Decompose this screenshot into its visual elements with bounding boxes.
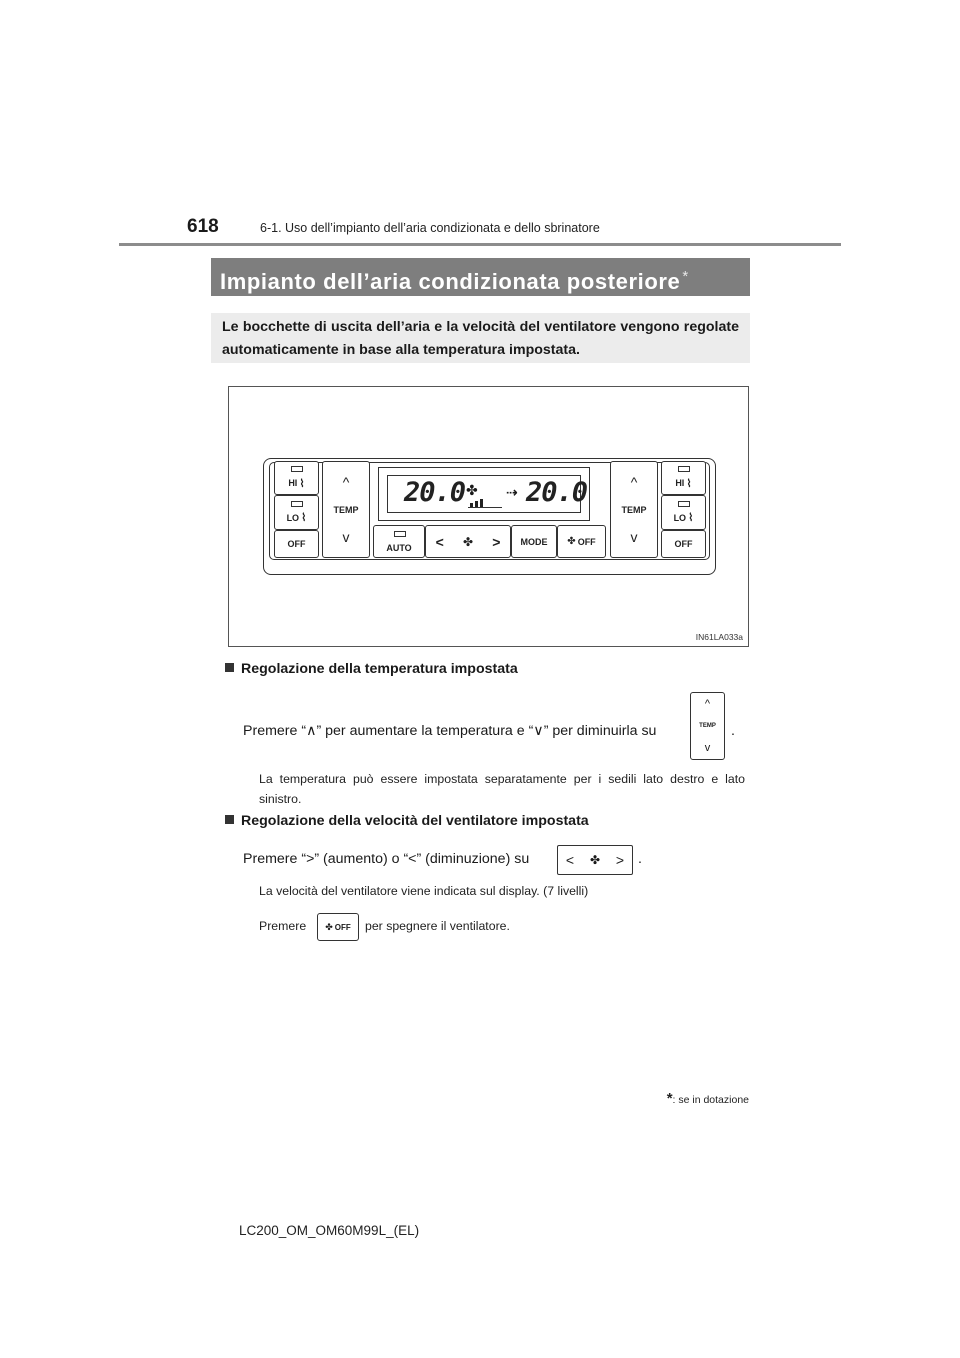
left-hi-label: HI xyxy=(288,478,298,488)
footnote xyxy=(667,1090,749,1107)
left-lo-indicator xyxy=(291,501,303,507)
fan-icon: ✤ xyxy=(589,853,601,867)
section2-text: Premere “>” (aumento) o “<” (diminuzione) su xyxy=(243,851,530,867)
right-off-button[interactable]: OFF xyxy=(661,530,706,558)
control-panel-figure xyxy=(228,386,749,647)
seat-heater-icon: ⌇ xyxy=(688,512,694,524)
right-hi-indicator xyxy=(678,466,690,472)
bullet-square-icon xyxy=(225,663,234,672)
fan-icon: ✤ xyxy=(325,921,333,932)
intro-box: Le bocchette di uscita dell’aria e la velocità del ventilatore vengono regolate automaticamente in base alla temperatura impostata. xyxy=(211,313,750,363)
fan-decrease-icon: < xyxy=(435,533,444,550)
section2-heading-text: Regolazione della velocità del ventilatore impostata xyxy=(241,813,589,829)
temp-up-icon: ^ xyxy=(630,474,638,490)
fan-off-instruction-start: Premere xyxy=(259,919,307,933)
left-lo-label: LO xyxy=(286,512,300,523)
display-screen xyxy=(387,475,588,513)
seat-heater-icon: ⌇ xyxy=(686,477,692,490)
auto-indicator xyxy=(394,531,406,537)
right-lo-label: LO xyxy=(673,512,687,523)
right-lo-button[interactable] xyxy=(661,495,706,530)
left-hi-indicator xyxy=(291,466,303,472)
fan-speed-button[interactable] xyxy=(425,525,511,558)
right-hi-label: HI xyxy=(675,478,685,488)
right-temp-label: TEMP xyxy=(621,504,647,515)
left-temp-readout: 20.0 xyxy=(404,477,466,508)
footnote-text: : se in dotazione xyxy=(672,1094,749,1106)
fan-speed-inline-button-icon xyxy=(557,845,633,875)
fan-off-instruction-end: per spegnere il ventilatore. xyxy=(365,919,510,933)
auto-button[interactable] xyxy=(373,525,425,558)
airflow-mode-icon: ⇢ xyxy=(506,484,518,500)
section2-note: La velocità del ventilatore viene indicata sul display. (7 livelli) xyxy=(259,884,589,898)
temp-inline-label: TEMP xyxy=(699,723,716,729)
section2-text-end: . xyxy=(638,851,642,867)
fan-level-bar xyxy=(468,497,502,508)
title-asterisk: * xyxy=(682,268,689,285)
seat-heater-icon: ⌇ xyxy=(299,477,305,490)
section1-heading-text: Regolazione della temperatura impostata xyxy=(241,661,518,677)
section1-note: La temperatura può essere impostata separatamente per i sedili lato destro e lato sinistro. xyxy=(259,772,745,806)
bullet-square-icon xyxy=(225,815,234,824)
fan-icon: ✤ xyxy=(567,536,576,547)
right-hi-button[interactable] xyxy=(661,461,706,495)
fan-decrease-icon: < xyxy=(565,852,575,868)
temp-down-icon: v xyxy=(704,742,711,754)
fan-icon: ✤ xyxy=(466,482,478,498)
temp-up-icon: ^ xyxy=(704,698,711,710)
section1-text-end: . xyxy=(731,723,735,739)
fan-increase-icon: > xyxy=(615,852,625,868)
mode-button[interactable]: MODE xyxy=(511,525,557,558)
fan-off-label: OFF xyxy=(577,536,596,547)
section1-heading xyxy=(225,661,518,677)
section-header: 6-1. Uso dell’impianto dell’aria condizionata e dello sbrinatore xyxy=(260,221,600,235)
left-temp-button[interactable] xyxy=(322,461,370,558)
seat-heater-icon: ⌇ xyxy=(301,512,307,524)
fan-icon: ✤ xyxy=(462,534,474,549)
right-temp-readout: 20.0 xyxy=(526,477,588,508)
footnote-asterisk: * xyxy=(666,1090,673,1107)
left-temp-label: TEMP xyxy=(333,504,359,515)
page-title-text: Impianto dell’aria condizionata posteriore xyxy=(220,269,681,294)
left-hi-button[interactable] xyxy=(274,461,319,495)
temp-down-icon: v xyxy=(342,529,350,545)
section1-text: Premere “∧” per aumentare la temperatura e “∨” per diminuirla su xyxy=(243,723,657,739)
fan-off-button[interactable] xyxy=(557,525,606,558)
document-code: LC200_OM_OM60M99L_(EL) xyxy=(239,1223,420,1238)
temp-up-icon: ^ xyxy=(342,474,350,490)
right-lo-indicator xyxy=(678,501,690,507)
page-title xyxy=(211,258,750,296)
section2-heading xyxy=(225,813,589,829)
temp-down-icon: v xyxy=(630,529,638,545)
fan-off-inline-label: OFF xyxy=(334,922,351,932)
right-temp-button[interactable] xyxy=(610,461,658,558)
display xyxy=(378,467,590,521)
left-lo-button[interactable] xyxy=(274,495,319,530)
fan-increase-icon: > xyxy=(492,533,501,550)
page-number: 618 xyxy=(187,216,219,237)
fan-off-inline-button-icon xyxy=(317,913,359,941)
header-rule xyxy=(119,243,841,246)
temp-inline-button-icon xyxy=(690,692,725,760)
figure-code: IN61LA033a xyxy=(695,632,743,642)
left-off-button[interactable]: OFF xyxy=(274,530,319,558)
auto-label: AUTO xyxy=(386,542,412,553)
